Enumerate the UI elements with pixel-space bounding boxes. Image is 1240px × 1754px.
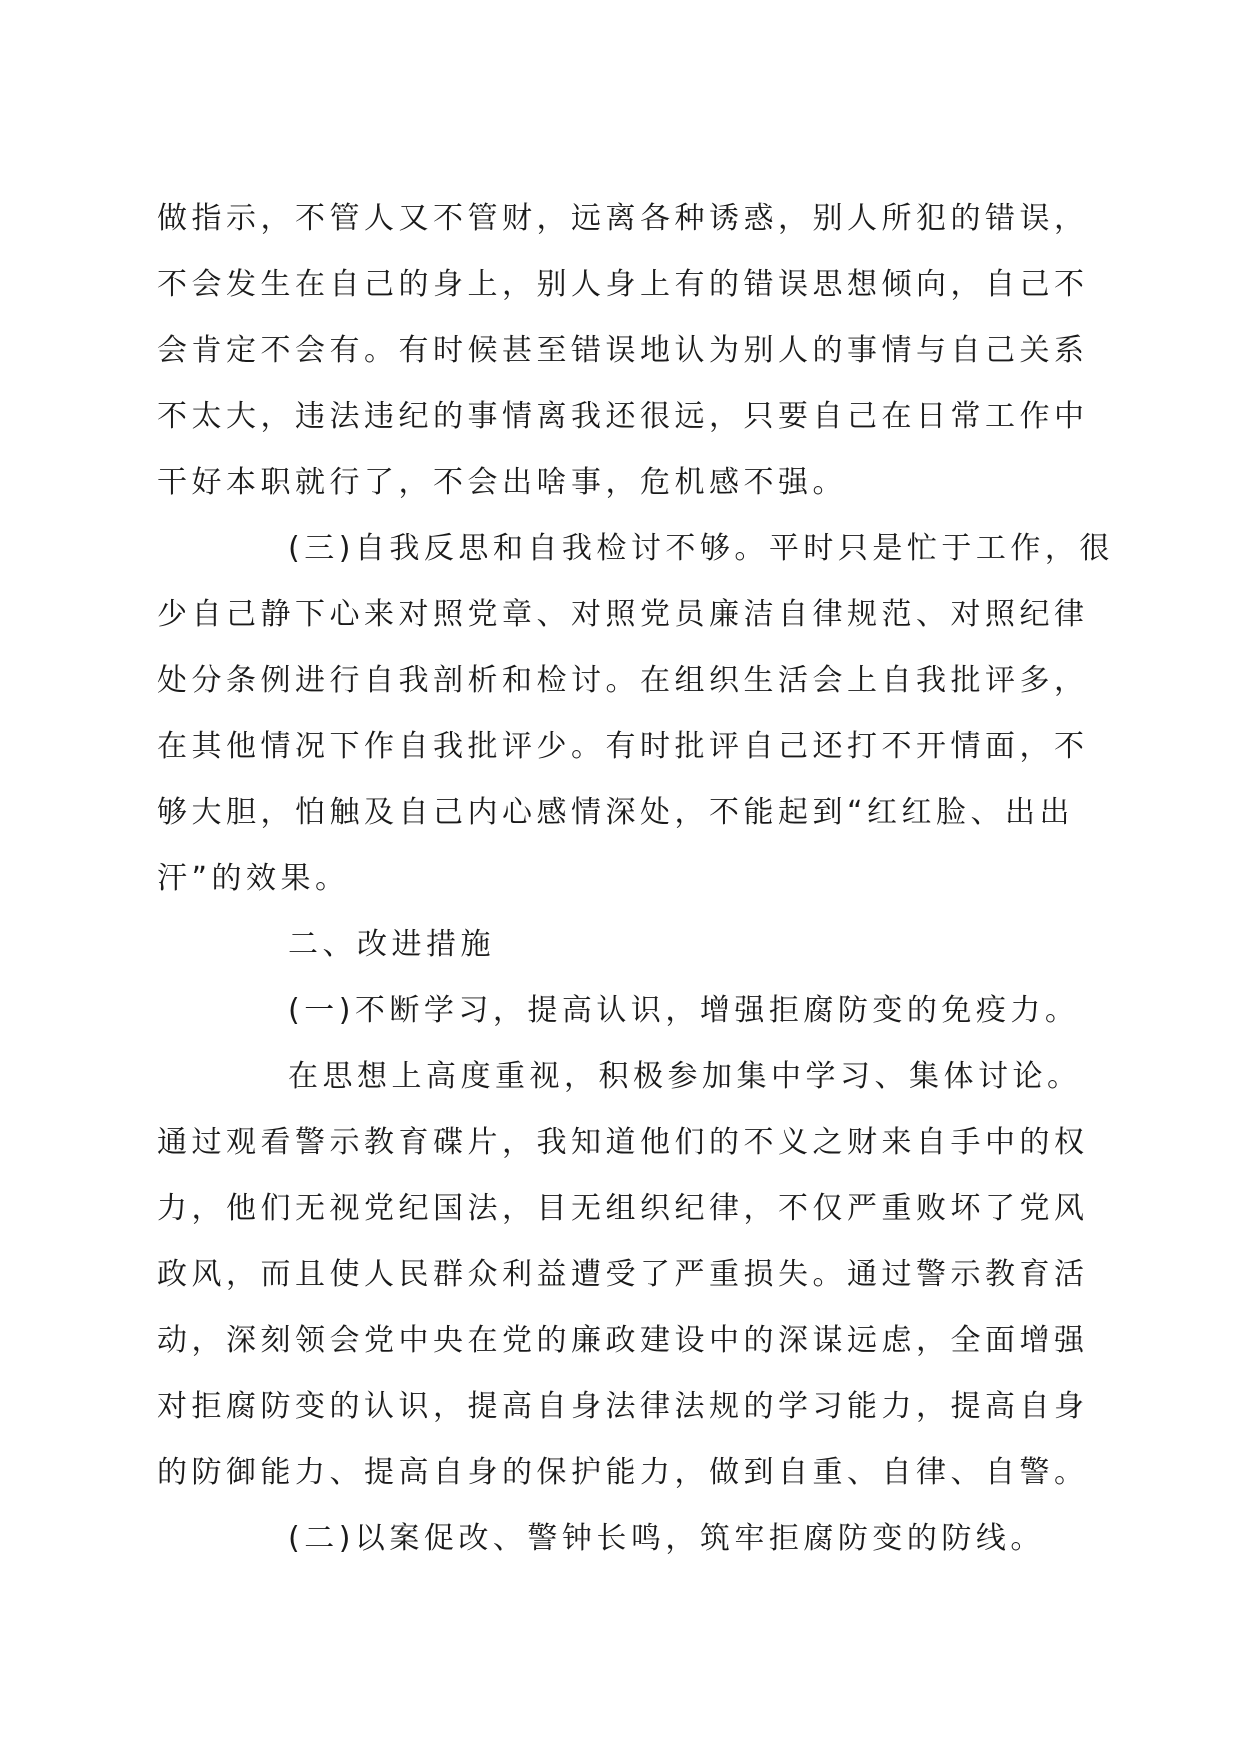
text-line: 少自己静下心来对照党章、对照党员廉洁自律规范、对照纪律 — [157, 597, 1089, 632]
text-line: 不太大，违法违纪的事情离我还很远，只要自己在日常工作中 — [157, 399, 1089, 434]
text-line: 干好本职就行了，不会出啥事，危机感不强。 — [157, 465, 847, 500]
document-body — [157, 186, 1114, 1572]
text-line: 动，深刻领会党中央在党的廉政建设中的深谋远虑，全面增强 — [157, 1323, 1089, 1358]
text-line: 够大胆，怕触及自己内心感情深处，不能起到“红红脸、出出 — [157, 795, 1075, 830]
text-line: 不会发生在自己的身上，别人身上有的错误思想倾向，自己不 — [157, 267, 1089, 302]
text-line: 在其他情况下作自我批评少。有时批评自己还打不开情面，不 — [157, 729, 1089, 764]
subsection-heading-one: (一)不断学习，提高认识，增强拒腐防变的免疫力。 — [288, 993, 1080, 1028]
text-line: 政风，而且使人民群众利益遭受了严重损失。通过警示教育活 — [157, 1257, 1089, 1292]
paragraph-start-line: 在思想上高度重视，积极参加集中学习、集体讨论。 — [288, 1059, 1082, 1094]
text-line: 通过观看警示教育碟片，我知道他们的不义之财来自手中的权 — [157, 1125, 1089, 1160]
text-line: 处分条例进行自我剖析和检讨。在组织生活会上自我批评多， — [157, 663, 1089, 698]
text-line: 会肯定不会有。有时候甚至错误地认为别人的事情与自己关系 — [157, 333, 1089, 368]
text-line: 对拒腐防变的认识，提高自身法律法规的学习能力，提高自身 — [157, 1389, 1089, 1424]
text-line: 力，他们无视党纪国法，目无组织纪律，不仅严重败坏了党风 — [157, 1191, 1089, 1226]
subsection-heading-two: (二)以案促改、警钟长鸣，筑牢拒腐防变的防线。 — [288, 1521, 1045, 1556]
text-line: 做指示，不管人又不管财，远离各种诱惑，别人所犯的错误， — [157, 201, 1089, 236]
section-three-heading-line: (三)自我反思和自我检讨不够。平时只是忙于工作，很 — [288, 531, 1114, 566]
text-line: 汗”的效果。 — [157, 861, 350, 896]
text-line: 的防御能力、提高自身的保护能力，做到自重、自律、自警。 — [157, 1455, 1089, 1490]
section-heading-improvement: 二、改进措施 — [288, 927, 495, 962]
